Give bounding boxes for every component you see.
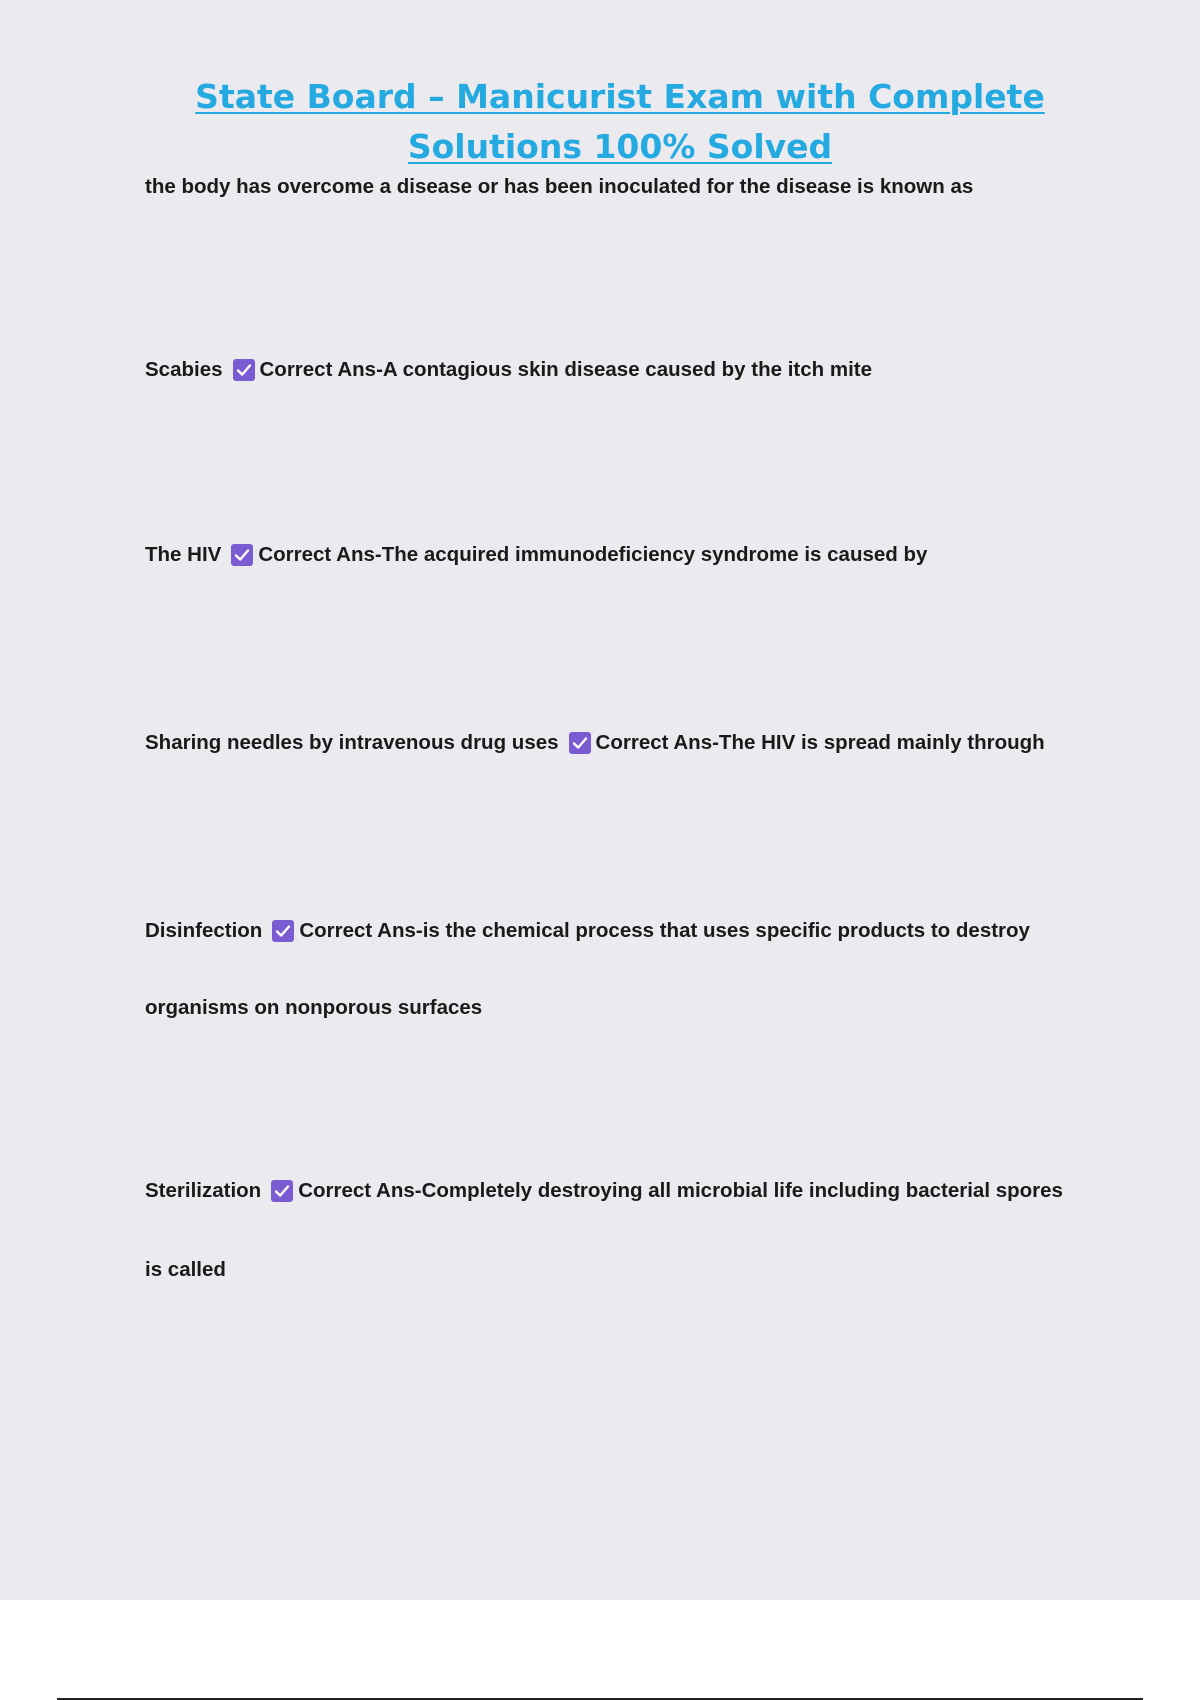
purple-checkbox-icon <box>272 920 294 942</box>
qa-term: Sharing needles by intravenous drug uses <box>145 731 559 754</box>
qa-item-hiv <box>145 543 927 567</box>
qa-term: The HIV <box>145 543 222 566</box>
qa-term: Scabies <box>145 358 223 381</box>
purple-checkbox-icon <box>231 544 253 566</box>
intro-line <box>145 175 973 199</box>
purple-checkbox-icon <box>271 1180 293 1202</box>
qa-item-sharing-needles <box>145 731 1045 755</box>
qa-answer: Correct Ans-A contagious skin disease caused by the itch mite <box>259 358 873 381</box>
qa-continuation: organisms on nonporous surfaces <box>145 996 483 1019</box>
purple-checkbox-icon <box>569 732 591 754</box>
intro-text: the body has overcome a disease or has been inoculated for the disease is known as <box>145 175 974 198</box>
qa-term: Sterilization <box>145 1179 262 1202</box>
qa-item-disinfection-continued <box>145 996 482 1020</box>
qa-term: Disinfection <box>145 919 263 942</box>
qa-answer: Correct Ans-is the chemical process that uses specific products to destroy <box>299 919 1030 942</box>
qa-answer: Correct Ans-Completely destroying all microbial life including bacterial spores <box>298 1179 1063 1202</box>
qa-item-scabies <box>145 358 872 382</box>
qa-continuation: is called <box>145 1258 226 1281</box>
qa-answer: Correct Ans-The HIV is spread mainly through <box>595 731 1045 754</box>
purple-checkbox-icon <box>233 359 255 381</box>
qa-item-disinfection <box>145 919 1030 943</box>
qa-item-sterilization-continued <box>145 1258 226 1282</box>
document-title: State Board – Manicurist Exam with Complete Solutions 100% Solved <box>195 77 1045 166</box>
qa-answer: Correct Ans-The acquired immunodeficiency syndrome is caused by <box>258 543 928 566</box>
qa-item-sterilization <box>145 1179 1063 1203</box>
